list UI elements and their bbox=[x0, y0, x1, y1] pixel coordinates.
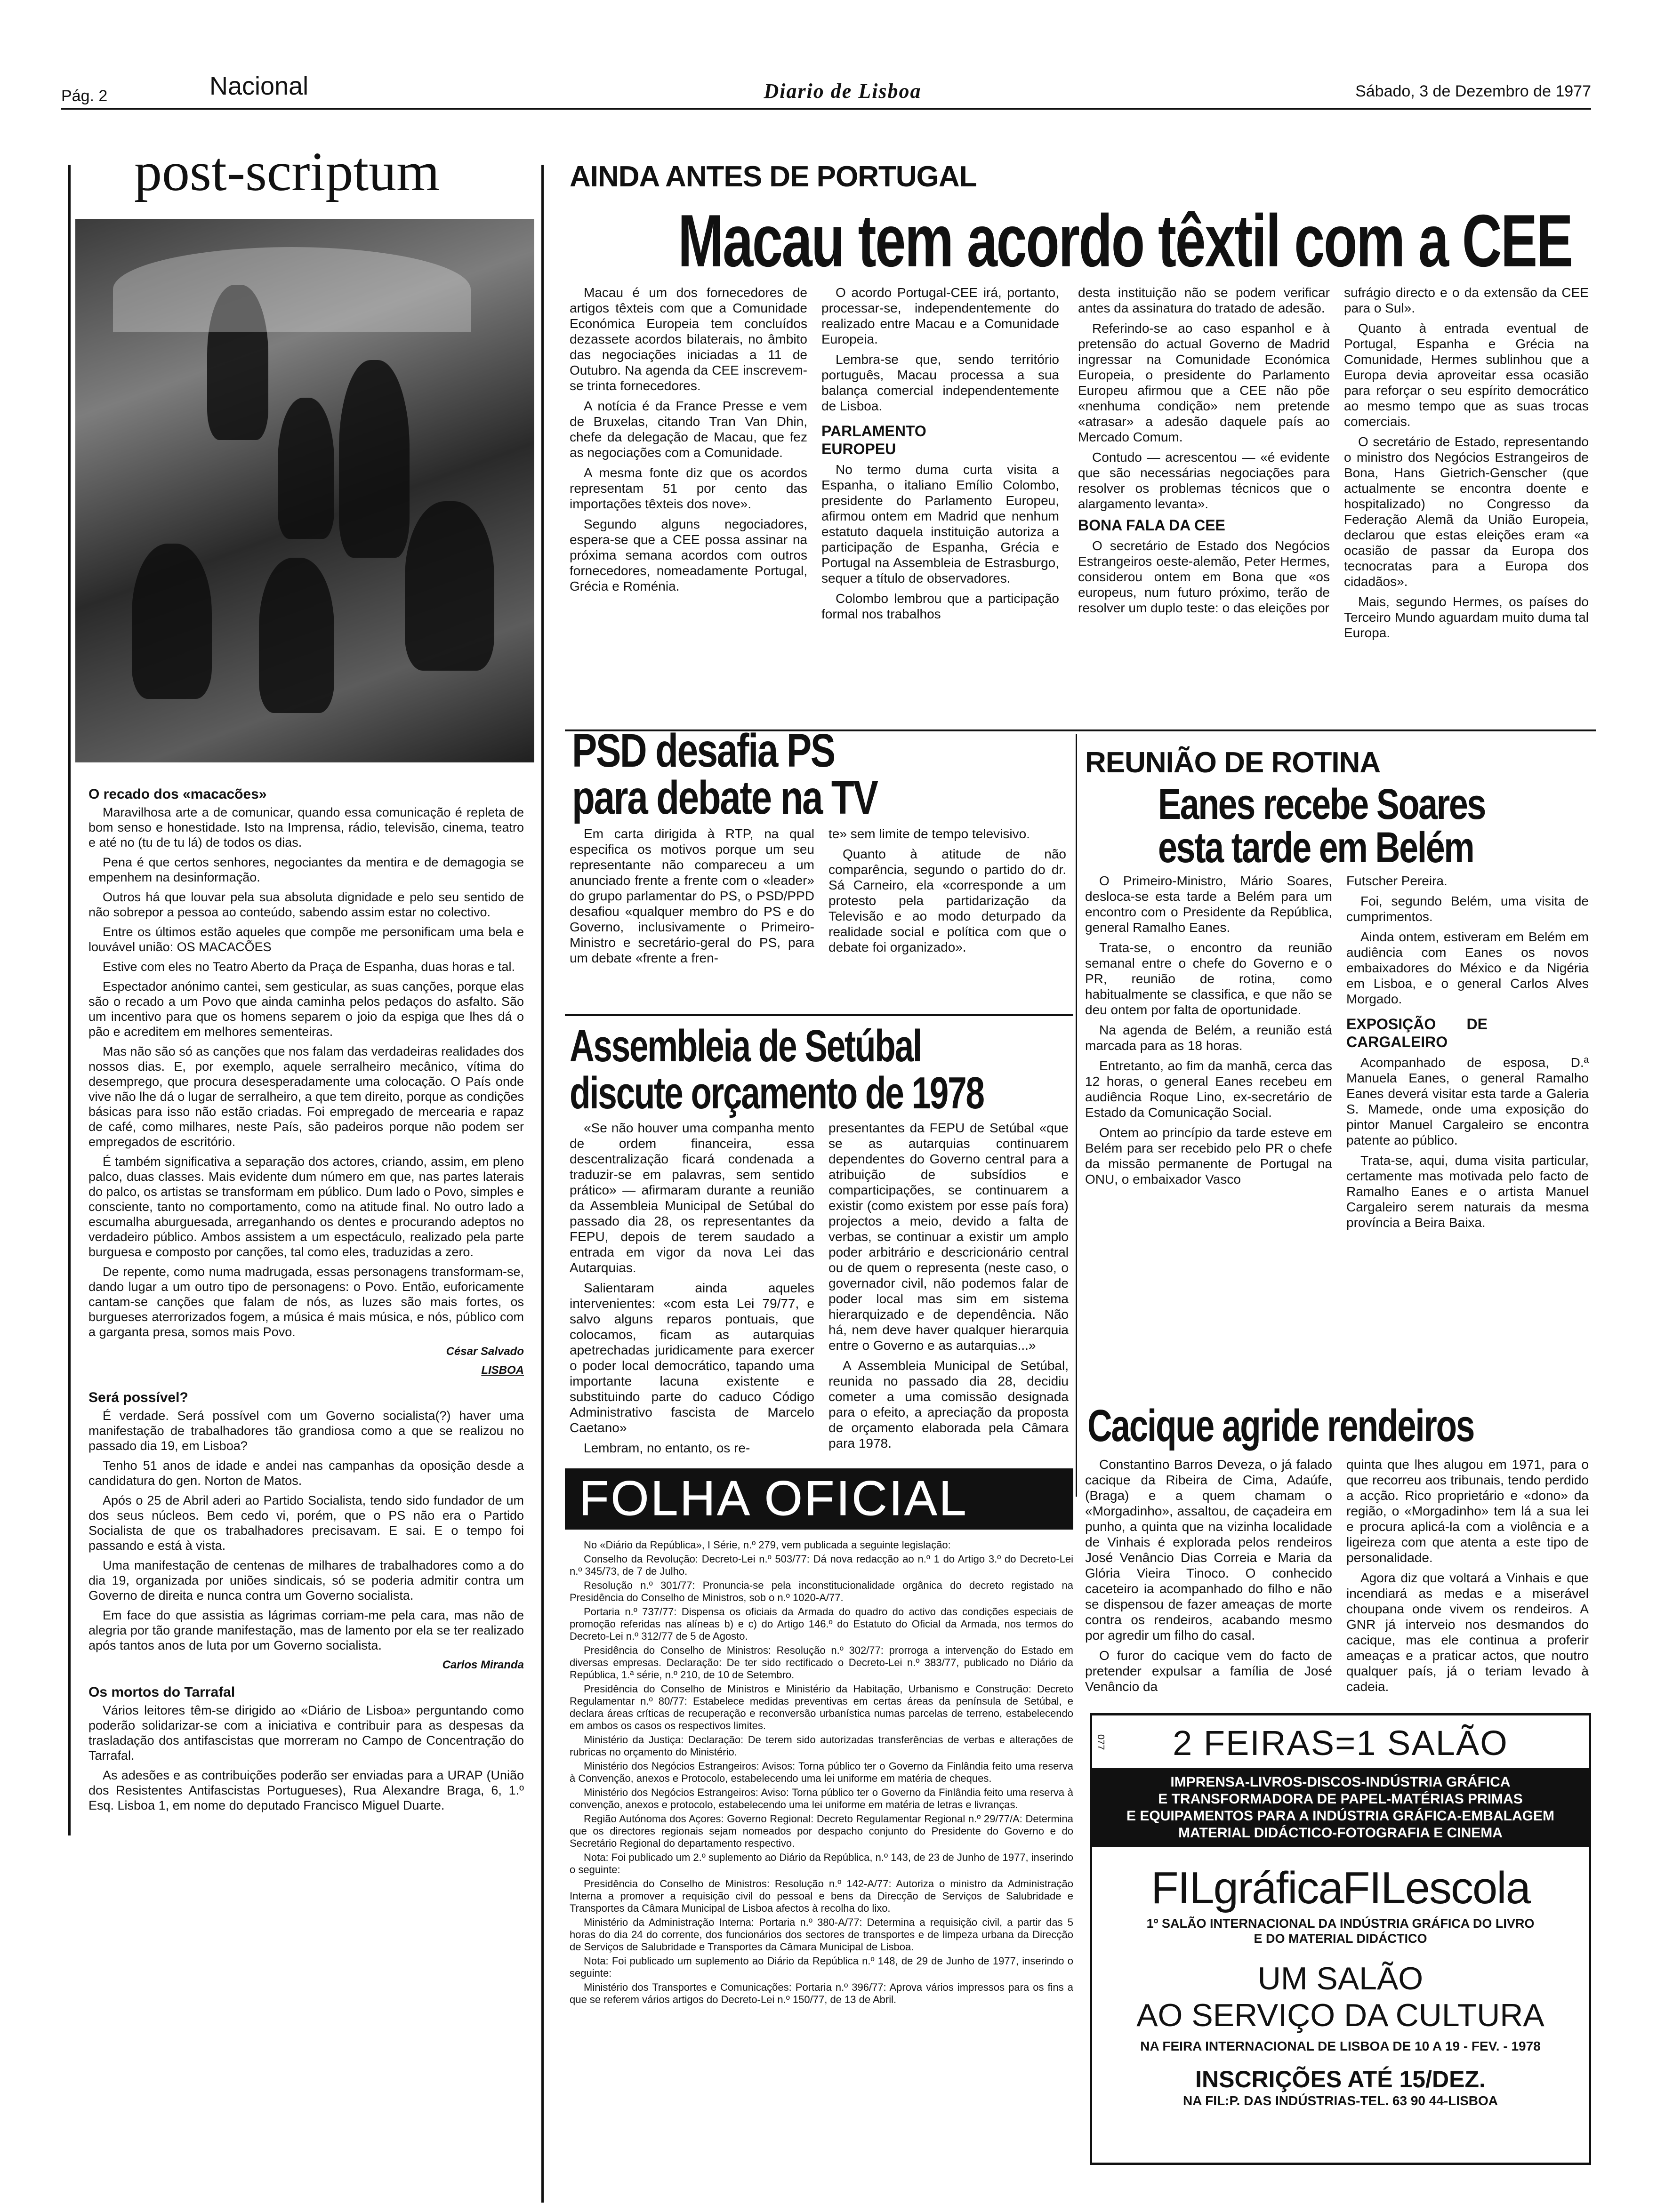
macau-column-2 bbox=[821, 285, 1059, 711]
article-paragraph: Agora diz que voltará a Vinhais e que incendiará as medas e a miserável choupana onde vivem os rendeiros. A GNR já interveio nos desmandos do cacique, mas ele continua a proferir ameaças e a praticar actos, que noutro qualquer país, já o teriam levado à cadeia. bbox=[1346, 1571, 1589, 1694]
ad-band-line: E EQUIPAMENTOS PARA A INDÚSTRIA GRÁFICA-EMBALAGEM bbox=[1126, 1808, 1554, 1824]
article-paragraph: Quanto à entrada eventual de Portugal, Espanha e Grécia na Comunidade, Hermes sublinhou que a Europa devia aproveitar essa ocasião para reforçar o seu espírito democrático ao mesmo tempo que as suas trocas comerciais. bbox=[1344, 321, 1589, 429]
letter-paragraph: Mas não são só as canções que nos falam das verdadeiras realidades dos nossos dias. E, por exemplo, aquele serralheiro mecânico, vítima do desemprego, que procura desesperadamente uma colocação. O País onde vive não lhe dá o lugar de serralheiro, a que tem direito, porque as condições básicas para isso não estão criadas. Foi empregado de mercearia e rapaz de café, como milhares, neste País, são padeiros porque não podem ser empregados de escritório. bbox=[88, 1044, 524, 1149]
article-paragraph: O secretário de Estado dos Negócios Estrangeiros oeste-alemão, Peter Hermes, considerou ontem em Bona que «os europeus, num futuro próximo, terão de resolver um duplo teste: o das eleições por bbox=[1078, 538, 1330, 615]
page-number: Pág. 2 bbox=[61, 87, 108, 105]
folha-entry: Ministério dos Negócios Estrangeiros: Avisos: Torna público ter o Governo da Finlândia feito uma reserva à Convenção, anexos e Protocolo, estabelecendo uma lei uniforme em matéria de cheques. bbox=[570, 1760, 1073, 1784]
folha-entry: Presidência do Conselho de Ministros e Ministério da Habitação, Urbanismo e Construção: Decreto Regulamentar n.º 80/77: Estabelece medidas preventivas em certas áreas da península de Setúbal, e declara áreas críticas de recuperação e reconversão urbanística numas parcelas de terreno, estabelecendo em ambos os casos os respectivos limites. bbox=[570, 1683, 1073, 1731]
subheading-parlamento: PARLAMENTO EUROPEU bbox=[821, 423, 926, 457]
setubal-headline-line-2: discute orçamento de 1978 bbox=[570, 1068, 984, 1118]
ad-fair-line: NA FEIRA INTERNACIONAL DE LISBOA DE 10 A 19 - FEV. - 1978 bbox=[1140, 2039, 1541, 2053]
folha-entry: Ministério dos Transportes e Comunicações: Portaria n.º 396/77: Aprova vários impressos para os fins a que se referem vários artigos do Decreto-Lei n.º 150/77, de 13 de Abril. bbox=[570, 1981, 1073, 2005]
subheading-bona: BONA FALA DA CEE bbox=[1078, 517, 1225, 534]
letter-paragraph: É também significativa a separação dos actores, criando, assim, em pleno palco, duas classes. Mais evidente dum número em que, nas partes laterais do palco, os artistas se transformam em público. Dum lado o Povo, simples e consciente, tanto no comportamento, como na atitude final. No outro lado a escumalha aburguesada, arreganhando os dentes e procurando adeptos no verdadeiro público. Ambos assistem a um espectáculo, realizado pela parte burguesa e composto por canções, tal como eles, traduzidas a zero. bbox=[88, 1154, 524, 1259]
setubal-column-2 bbox=[828, 1120, 1069, 1459]
article-paragraph: Mais, segundo Hermes, os países do Terceiro Mundo aguardam muito duma tal Europa. bbox=[1344, 594, 1589, 640]
issue-date: Sábado, 3 de Dezembro de 1977 bbox=[1355, 82, 1591, 100]
article-paragraph: Contudo — acrescentou — «é evidente que são necessárias negociações para resolver os problemas técnicos que o alargamento levanta». bbox=[1078, 450, 1330, 511]
article-paragraph: A notícia é da France Presse e vem de Bruxelas, citando Tran Van Dhin, chefe da delegação de Macau, que fez as negociações com a Comunidade. bbox=[570, 399, 807, 460]
article-paragraph: Segundo alguns negociadores, espera-se que a CEE possa assinar na próxima semana acordos com outros fornecedores, nomeadamente Portugal, Grécia e Roménia. bbox=[570, 517, 807, 593]
ad-band-line: MATERIAL DIDÁCTICO-FOTOGRAFIA E CINEMA bbox=[1178, 1825, 1503, 1841]
post-scriptum-letters bbox=[88, 781, 524, 2188]
article-paragraph: A mesma fonte diz que os acordos representam 51 por cento das importações têxteis dos nove». bbox=[570, 465, 807, 511]
letter-paragraph: Entre os últimos estão aqueles que compõe me personificam uma bela e louvável união: OS MACACÕES bbox=[88, 925, 524, 954]
folha-entry: Ministério da Justiça: Declaração: De terem sido autorizadas transferências de verbas e alterações de rubricas no orçamento do Ministério. bbox=[570, 1734, 1073, 1758]
psd-column-1 bbox=[570, 826, 814, 1007]
macau-column-3 bbox=[1078, 285, 1330, 725]
ad-band-line: IMPRENSA-LIVROS-DISCOS-INDÚSTRIA GRÁFICA bbox=[1170, 1774, 1511, 1790]
article-paragraph: Colombo lembrou que a participação formal nos trabalhos bbox=[821, 591, 1059, 621]
article-paragraph: «Se não houver uma companha mento de ordem financeira, essa descentralização ficará condenada a traduzir-se em palavras, sem sentido prático» — afirmaram durante a reunião da Assembleia Municipal de Setúbal do passado dia 28, os representantes da FEPU, depois de terem saudado a entrada em vigor da nova Lei das Autarquias. bbox=[570, 1121, 814, 1275]
folha-entry: Portaria n.º 737/77: Dispensa os oficiais da Armada do quadro do activo das condições especiais de promoção referidas nas alíneas b) e c) do Artigo 146.º do Estatuto do Oficial da Armada, nos termos do Decreto-Lei n.º 312/77 de 5 de Agosto. bbox=[570, 1606, 1073, 1642]
letter-paragraph: É verdade. Será possível com um Governo socialista(?) haver uma manifestação de trabalhadores tão grandiosa como a que se realizou no passado dia 19, em Lisboa? bbox=[88, 1409, 524, 1453]
cacique-headline: Cacique agride rendeiros bbox=[1087, 1401, 1474, 1451]
letter-heading: Os mortos do Tarrafal bbox=[88, 1684, 235, 1700]
newspaper-name: Diario de Lisboa bbox=[764, 80, 922, 103]
folha-entry: Presidência do Conselho de Ministros: Resolução n.º 302/77: prorroga a intervenção do Estado em diversas empresas. Declaração: De ter sido rectificado o Decreto-Lei n.º 383/77, publicado no Diário da República, 1.ª série, n.º 210, de 10 de Setembro. bbox=[570, 1644, 1073, 1681]
article-paragraph: A Assembleia Municipal de Setúbal, reunida no passado dia 28, decidiu cometer a uma comissão designada para o efeito, a apreciação da proposta de orçamento elaborada pela Câmara para 1978. bbox=[828, 1358, 1069, 1451]
photo-figure bbox=[339, 360, 410, 558]
psd-headline-line-2: para debate na TV bbox=[572, 771, 877, 824]
letter-paragraph: Outros há que louvar pela sua absoluta dignidade e pelo seu sentido de não sobrepor a pessoa ao conteúdo, sabendo assim estar no colectivo. bbox=[88, 890, 524, 919]
article-paragraph: O Primeiro-Ministro, Mário Soares, desloca-se esta tarde a Belém para um encontro com o Presidente da República, general Ramalho Eanes. bbox=[1085, 874, 1332, 935]
article-paragraph: Entretanto, ao fim da manhã, cerca das 12 horas, o general Eanes recebeu em audiência Roque Lino, ex-secretário de Estado da Comunicação Social. bbox=[1085, 1058, 1332, 1120]
fil-advertisement bbox=[1090, 1713, 1591, 2165]
letter-signature: César Salvado bbox=[446, 1345, 524, 1358]
left-column-border bbox=[68, 165, 71, 1835]
letter-paragraph: Vários leitores têm-se dirigido ao «Diário de Lisboa» perguntando como poderão solidarizar-se com a iniciativa e contribuir para as despesas da trasladação dos antifascistas que morreram no Campo de Concentração do Tarrafal. bbox=[88, 1703, 524, 1763]
folha-entry: Ministério dos Negócios Estrangeiros: Aviso: Torna público ter o Governo da Finlândia feito uma reserva à convenção, anexos e protocolo, estabelecendo uma lei uniforme em matéria de letras e livranças. bbox=[570, 1787, 1073, 1811]
ad-inscricoes: INSCRIÇÕES ATÉ 15/DEZ. bbox=[1195, 2066, 1486, 2092]
eanes-headline-box bbox=[1083, 781, 1596, 871]
psd-column-2 bbox=[828, 826, 1066, 1007]
setubal-headline-line-1: Assembleia de Setúbal bbox=[570, 1021, 921, 1071]
photo-figure bbox=[132, 544, 212, 699]
eanes-kicker: REUNIÃO DE ROTINA bbox=[1085, 746, 1381, 779]
macau-column-1 bbox=[570, 285, 807, 711]
masthead bbox=[0, 0, 1657, 118]
psd-headline-line-1: PSD desafia PS bbox=[572, 725, 835, 777]
folha-entry: Presidência do Conselho de Ministros: Resolução n.º 142-A/77: Autoriza o ministro da Administração Interna a promover a requisição civil do pessoal e bens da Direcção de Serviços de Salubridade e Transportes da Câmara Municipal de Lisboa afectos à recolha do lixo. bbox=[570, 1878, 1073, 1914]
folha-entry: Ministério da Administração Interna: Portaria n.º 380-A/77: Determina a requisição civil, a partir das 5 horas do dia 24 do corrente, dos funcionários dos sectores de transportes e de limpeza urbana da Direcção de Serviços de Salubridade e Transportes da Câmara Municipal de Lisboa. bbox=[570, 1916, 1073, 1953]
article-paragraph: Trata-se, o encontro da reunião semanal entre o chefe do Governo e o PR, reunião de rotina, como habitualmente se classifica, e que não se deu ontem por falta de oportunidade. bbox=[1085, 940, 1332, 1017]
eanes-column-2 bbox=[1346, 873, 1589, 1393]
right-column-divider bbox=[1076, 734, 1077, 1497]
article-paragraph: O furor do cacique vem do facto de pretender expulsar a família de José Venâncio da bbox=[1085, 1648, 1332, 1694]
letter-paragraph: Uma manifestação de centenas de milhares de trabalhadores como a do dia 19, organizada por uniões sindicais, só se poderia admitir contra um Governo de direita e nunca contra um Governo socialista. bbox=[88, 1558, 524, 1603]
photo-figure bbox=[278, 398, 334, 539]
ad-black-band bbox=[1092, 1768, 1589, 1847]
article-paragraph: Constantino Barros Deveza, o já falado cacique da Ribeira de Cima, Adaúfe, (Braga) e a quem chamam o «Morgadinho», assaltou, de caçadeira em punho, a quinta que na vizinha localidade de Vinhais é explorada pelos rendeiros José Venâncio Dias Correia e Maria da Glória Vieira Tinoco. O conhecido caceteiro ia acompanhado do filho e não se dispensou de fazer ameaças de morte contra os rendeiros, acabando mesmo por agredir um filho do casal. bbox=[1085, 1457, 1332, 1643]
folha-entry: Conselho da Revolução: Decreto-Lei n.º 503/77: Dá nova redacção ao n.º 1 do Artigo 3.º do Decreto-Lei n.º 345/73, de 7 de Julho. bbox=[570, 1553, 1073, 1577]
letter-paragraph: Espectador anónimo cantei, sem gesticular, as suas canções, porque elas são o recado a um Povo que ainda caminha pelos pedaços do asfalto. São um incentivo para que os homens separem o joio da espiga que lhes dá o pão e acreditem em melhores sementeiras. bbox=[88, 979, 524, 1039]
folha-oficial-title: FOLHA OFICIAL bbox=[579, 1471, 968, 1526]
article-paragraph: Lembra-se que, sendo território português, Macau processa a sua balança comercial independentemente de Lisboa. bbox=[821, 352, 1059, 413]
setubal-headline-box bbox=[565, 1021, 1073, 1122]
photo-figure bbox=[259, 558, 334, 713]
ad-top-line: 2 FEIRAS=1 SALÃO bbox=[1173, 1723, 1508, 1763]
folha-entry: Região Autónoma dos Açores: Governo Regional: Decreto Regulamentar Regional n.º 29/77/A: Determina que os directores regionais sejam nomeados por despacho conjunto do Presidente do Governo e do Secretário Regional do departamento respectivo. bbox=[570, 1813, 1073, 1849]
macau-kicker: AINDA ANTES DE PORTUGAL bbox=[570, 160, 977, 193]
folha-entry: Nota: Foi publicado um suplemento ao Diário da República n.º 148, de 29 de Junho de 1977, inserindo o seguinte: bbox=[570, 1955, 1073, 1979]
article-paragraph: Referindo-se ao caso espanhol e à pretensão do actual Governo de Madrid ingressar na Comunidade Económica Europeia, o presidente do Parlamento Europeu afirmou que a CEE não põe «nenhuma condição» nem pretende «atrasar» a adesão daquele país ao Mercado Comum. bbox=[1078, 321, 1330, 444]
article-paragraph: Trata-se, aqui, duma visita particular, certamente mas motivada pelo facto de Ramalho Eanes e o artista Manuel Cargaleiro serem naturais da mesma província a Beira Baixa. bbox=[1346, 1153, 1589, 1230]
letter-paragraph: Estive com eles no Teatro Aberto da Praça de Espanha, duas horas e tal. bbox=[103, 960, 515, 974]
cacique-headline-box bbox=[1083, 1400, 1596, 1457]
folha-entry: Resolução n.º 301/77: Pronuncia-se pela inconstitucionalidade orgânica do decreto registado na Presidência do Conselho de Ministros, sob o n.º 1020-A/77. bbox=[570, 1579, 1073, 1603]
article-paragraph: Ontem ao princípio da tarde esteve em Belém para ser recebido pelo PR o chefe da missão permanente de Portugal na ONU, o embaixador Vasco bbox=[1085, 1125, 1332, 1186]
subheading-exposicao: EXPOSIÇÃO DE CARGALEIRO bbox=[1346, 1016, 1488, 1050]
article-paragraph: Lembram, no entanto, os re- bbox=[584, 1441, 750, 1455]
letter-paragraph: Tenho 51 anos de idade e andei nas campanhas da oposição desde a candidatura do gen. Norton de Matos. bbox=[88, 1459, 524, 1488]
article-paragraph: quinta que lhes alugou em 1971, para o que recorreu aos tribunais, tendo perdido a acção. Rico proprietário e «dono» da região, o «Morgadinho» tem lá a sua lei e procura aplicá-la com a violência e a ligeireza com que atenta a este tipo de personalidade. bbox=[1346, 1457, 1589, 1565]
eanes-headline-line-2: esta tarde em Belém bbox=[1158, 824, 1474, 871]
folha-oficial-list bbox=[570, 1539, 1073, 2203]
letter-paragraph: Maravilhosa arte a de comunicar, quando essa comunicação é repleta de bom senso e honestidade. Isto na Imprensa, rádio, televisão, cinema, teatro e até no (tu de tu lá) de todos os dias. bbox=[88, 805, 524, 850]
photo-stage-arch bbox=[113, 247, 471, 332]
article-paragraph: Ainda ontem, estiveram em Belém em audiência com Eanes os novos embaixadores do México e da Nigéria em Lisboa, e o general Carlos Alves Morgado. bbox=[1346, 930, 1589, 1006]
article-paragraph: Macau é um dos fornecedores de artigos têxteis com que a Comunidade Económica Europeia tem concluídos dezassete acordos bilaterais, no âmbito das negociações iniciadas a 11 de Outubro. Na agenda da CEE inscrevem-se trinta fornecedores. bbox=[570, 285, 807, 393]
article-paragraph: te» sem limite de tempo televisivo. bbox=[828, 826, 1030, 841]
letter-signature: Carlos Miranda bbox=[442, 1659, 524, 1671]
article-paragraph: Quanto à atitude de não comparência, segundo o partido do dr. Sá Carneiro, ela «corresponde a um protesto pela partidarização da Televisão e ao modo deturpado da realidade social e política com que o debate foi organizado». bbox=[828, 847, 1066, 954]
article-paragraph: Na agenda de Belém, a reunião está marcada para as 18 horas. bbox=[1085, 1023, 1332, 1053]
letter-paragraph: De repente, como numa madrugada, essas personagens transformam-se, dando lugar a um outro tipo de personagens: o Povo. Então, euforicamente cantam-se canções que falam de nós, as luzes são mais fortes, os burgueses aterrorizados fogem, a música é mais música, e nós, público com a garganta presa, somos mais Povo. bbox=[88, 1265, 524, 1339]
letter-paragraph: As adesões e as contribuições poderão ser enviadas para a URAP (União dos Resistentes Antifascistas Portugueses), Rua Alexandre Braga, 6, 1.º Esq. Lisboa 1, em nome do deputado Francisco Miguel Duarte. bbox=[88, 1768, 524, 1812]
macau-column-4 bbox=[1344, 285, 1589, 725]
ad-slogan-line: AO SERVIÇO DA CULTURA bbox=[1136, 1997, 1544, 2033]
letter-heading: Será possível? bbox=[88, 1390, 188, 1405]
folha-entry: No «Diário da República», I Série, n.º 279, vem publicada a seguinte legislação: bbox=[584, 1539, 951, 1551]
letter-heading: O recado dos «macacões» bbox=[88, 786, 267, 802]
left-column-divider bbox=[541, 165, 544, 2203]
folha-entry: Nota: Foi publicado um 2.º suplemento ao Diário da República, n.º 143, de 23 de Junho de 1977, inserindo o seguinte: bbox=[570, 1851, 1073, 1875]
folha-oficial-banner bbox=[565, 1468, 1073, 1530]
eanes-column-1 bbox=[1085, 873, 1332, 1393]
article-paragraph: O secretário de Estado, representando o ministro dos Negócios Estrangeiros de Bona, Hans Gietrich-Genscher (que actualmente se encontra doente e hospitalizado) no Congresso da Federação Alemã da União Europeia, declarou que estas eleições eram «a ocasião de passar da Europa dos tecnocratas para a Europa dos cidadãos». bbox=[1344, 434, 1589, 589]
article-paragraph: presentantes da FEPU de Setúbal «que se as autarquias continuarem dependentes do Governo central para a atribuição de subsídios e comparticipações, se continuarem a existir (como existem por esse país fora) projectos a meio, devido a falta de verbas, se continuar a existir um amplo poder arbitrário e descricionário central ou de quem o representa (neste caso, o governador civil, não podemos falar de poder local mas sim em sistema hierarquizado e de dependência. Não há, nem deve haver qualquer hierarquia entre o Governo e as autarquias...» bbox=[828, 1121, 1069, 1353]
macau-headline-box bbox=[565, 200, 1596, 280]
article-paragraph: Em carta dirigida à RTP, na qual especifica os motivos porque um seu representante não compareceu a um anunciado frente a frente com o «leader» do grupo parlamentar do PS, o PSD/PPD desafiou «qualquer membro do PS e do Governo, inclusivamente o Primeiro-Ministro e secretário-geral do PS, para um debate «frente a fren- bbox=[570, 826, 814, 965]
masthead-rule bbox=[61, 108, 1591, 110]
setubal-column-1 bbox=[570, 1120, 814, 1459]
post-scriptum-title: post-scriptum bbox=[134, 141, 440, 202]
letter-paragraph: Pena é que certos senhores, negociantes da mentira e de demagogia se empenhem na desinformação. bbox=[88, 855, 524, 884]
eanes-headline-line-1: Eanes recebe Soares bbox=[1158, 781, 1485, 828]
article-paragraph: sufrágio directo e o da extensão da CEE para o Sul». bbox=[1344, 285, 1589, 315]
ad-address: NA FIL:P. DAS INDÚSTRIAS-TEL. 63 90 44-LISBOA bbox=[1183, 2093, 1498, 2108]
ad-band-line: E TRANSFORMADORA DE PAPEL-MATÉRIAS PRIMAS bbox=[1158, 1791, 1523, 1807]
ad-salao-line: E DO MATERIAL DIDÁCTICO bbox=[1254, 1931, 1427, 1946]
article-paragraph: desta instituição não se podem verificar antes da assinatura do tratado de adesão. bbox=[1078, 285, 1330, 315]
letter-paragraph: Após o 25 de Abril aderi ao Partido Socialista, tendo sido fundador de um dos seus núcleos. Bem cedo vi, porém, que o PS não era o Partido Socialista de que os trabalhadores precisavam. E sai. E o tempo foi passando e está à vista. bbox=[88, 1493, 524, 1553]
photo-figure bbox=[405, 501, 494, 671]
psd-headline-box bbox=[565, 725, 1083, 826]
article-paragraph: O acordo Portugal-CEE irá, portanto, processar-se, independentemente do realizado entre Macau e a Comunidade Europeia. bbox=[821, 285, 1059, 346]
ad-logo: FILgráficaFILescola bbox=[1150, 1863, 1530, 1913]
article-paragraph: No termo duma curta visita a Espanha, o italiano Emílio Colombo, presidente do Parlamento Europeu, afirmou ontem em Madrid que nenhum estatuto daquela instituição autoriza a participação de Espanha, Grécia e Portugal na Assembleia de Estrasburgo, sequer a título de observadores. bbox=[821, 462, 1059, 585]
ad-side-code: 077 bbox=[1095, 1734, 1106, 1750]
ad-salao-line: 1º SALÃO INTERNACIONAL DA INDÚSTRIA GRÁFICA DO LIVRO bbox=[1146, 1916, 1535, 1931]
letter-paragraph: Em face do que assistia as lágrimas corriam-me pela cara, mas não de alegria por tão grande manifestação, mas de lamento por ela se ter realizado após tantos anos de luta por um Governo socialista. bbox=[88, 1608, 524, 1652]
psd-bottom-rule bbox=[565, 1014, 1073, 1016]
section-name: Nacional bbox=[209, 72, 309, 100]
macau-headline: Macau tem acordo têxtil com a CEE bbox=[678, 200, 1572, 280]
article-paragraph: Foi, segundo Belém, uma visita de cumprimentos. bbox=[1346, 894, 1589, 924]
article-paragraph: Acompanhado de esposa, D.ª Manuela Eanes, o general Ramalho Eanes deverá visitar esta tarde a Galeria S. Mamede, onde uma exposição do pintor Manuel Cargaleiro se encontra patente ao público. bbox=[1346, 1055, 1589, 1147]
letter-place: LISBOA bbox=[481, 1364, 524, 1377]
article-paragraph: Futscher Pereira. bbox=[1346, 874, 1448, 888]
article-paragraph: Salientaram ainda aqueles intervenientes: «com esta Lei 79/77, e salvo alguns reparos pontuais, que colocamos, ficam as autarquias apetrechadas juridicamente para exercer o poder local democrático, tapando uma importante lacuna existente e substituindo parte do caduco Código Administrativo fascista de Marcelo Caetano» bbox=[570, 1281, 814, 1435]
post-scriptum-photo bbox=[75, 219, 534, 762]
ad-slogan-line: UM SALÃO bbox=[1257, 1961, 1424, 1996]
